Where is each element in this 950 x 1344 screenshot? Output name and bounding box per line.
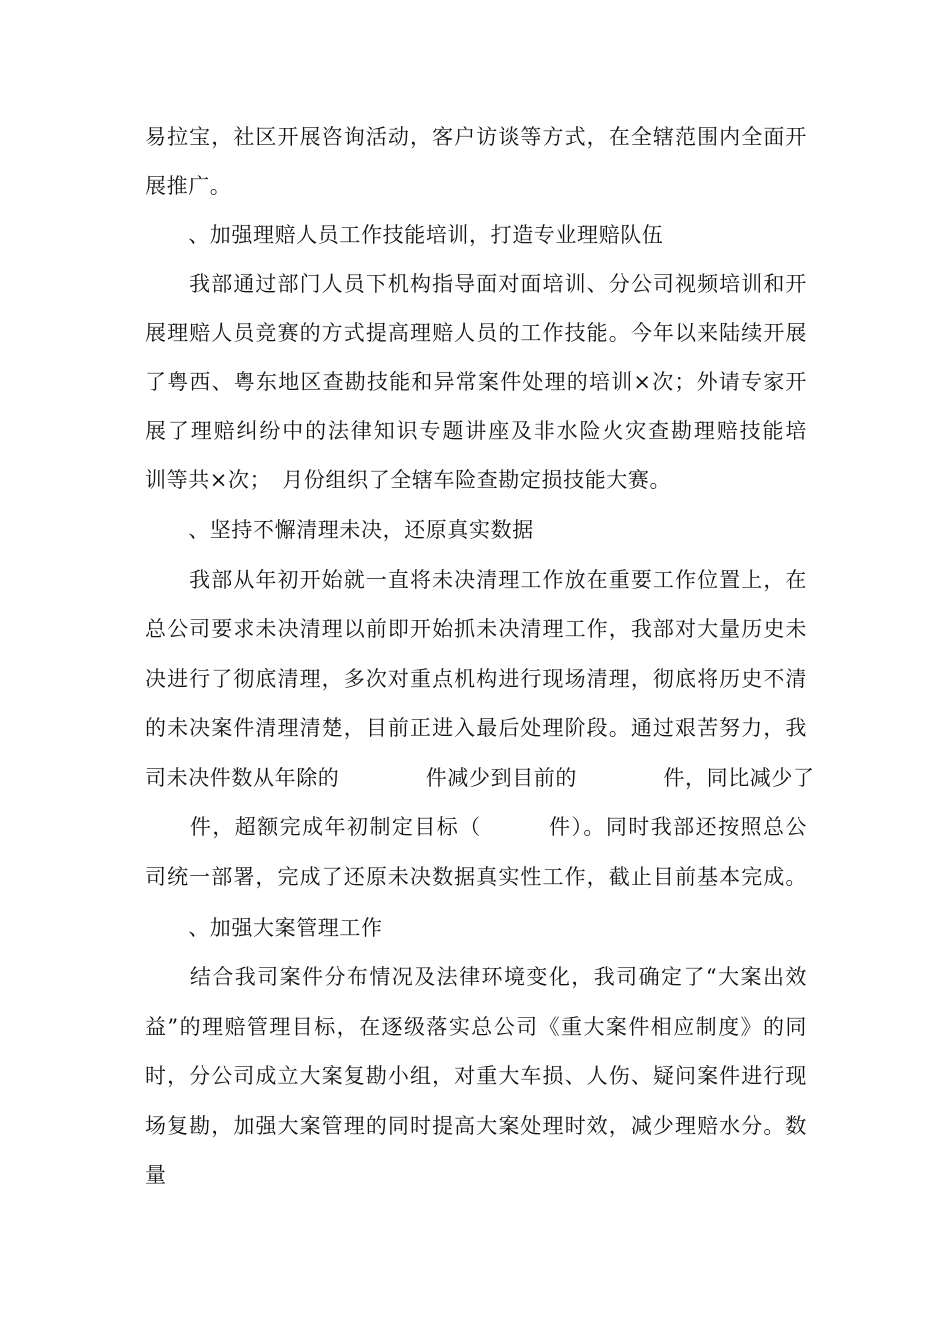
paragraph-line: 训等共×次； 月份组织了全辖车险查勘定损技能大赛。 bbox=[145, 468, 672, 492]
paragraph-line: 量 bbox=[145, 1163, 167, 1187]
paragraph-line: 我部从年初开始就一直将未决清理工作放在重要工作位置上，在 bbox=[145, 568, 807, 592]
paragraph-line: 展了理赔纠纷中的法律知识专题讲座及非水险火灾查勘理赔技能培 bbox=[145, 419, 807, 443]
paragraph-line: 时，分公司成立大案复勘小组，对重大车损、人伤、疑问案件进行现 bbox=[145, 1064, 807, 1088]
paragraph-line: 决进行了彻底清理，多次对重点机构进行现场清理，彻底将历史不清 bbox=[145, 667, 807, 691]
paragraph-line: 司未决件数从年除的 件减少到目前的 件，同比减少了 bbox=[145, 766, 815, 790]
paragraph-line: 益”的理赔管理目标，在逐级落实总公司《重大案件相应制度》的同 bbox=[145, 1015, 807, 1039]
section-heading: 、加强大案管理工作 bbox=[145, 916, 383, 940]
paragraph-line: 总公司要求未决清理以前即开始抓未决清理工作，我部对大量历史未 bbox=[145, 617, 807, 641]
paragraph-line: 件，超额完成年初制定目标（ 件）。同时我部还按照总公 bbox=[145, 815, 807, 839]
paragraph-line: 展推广。 bbox=[145, 174, 232, 198]
section-heading: 、加强理赔人员工作技能培训，打造专业理赔队伍 bbox=[145, 223, 664, 247]
section-heading: 、坚持不懈清理未决，还原真实数据 bbox=[145, 518, 534, 542]
paragraph-line: 我部通过部门人员下机构指导面对面培训、分公司视频培训和开 bbox=[145, 272, 807, 296]
paragraph-line: 了粤西、粤东地区查勘技能和异常案件处理的培训×次；外请专家开 bbox=[145, 370, 807, 394]
paragraph-line: 易拉宝，社区开展咨询活动，客户访谈等方式，在全辖范围内全面开 bbox=[145, 125, 807, 149]
paragraph-line: 的未决案件清理清楚，目前正进入最后处理阶段。通过艰苦努力，我 bbox=[145, 716, 807, 740]
paragraph-line: 场复勘，加强大案管理的同时提高大案处理时效，减少理赔水分。数 bbox=[145, 1114, 807, 1138]
paragraph-line: 展理赔人员竞赛的方式提高理赔人员的工作技能。今年以来陆续开展 bbox=[145, 321, 807, 345]
paragraph-line: 结合我司案件分布情况及法律环境变化，我司确定了“大案出效 bbox=[145, 965, 807, 989]
paragraph-line: 司统一部署，完成了还原未决数据真实性工作，截止目前基本完成。 bbox=[145, 865, 807, 889]
